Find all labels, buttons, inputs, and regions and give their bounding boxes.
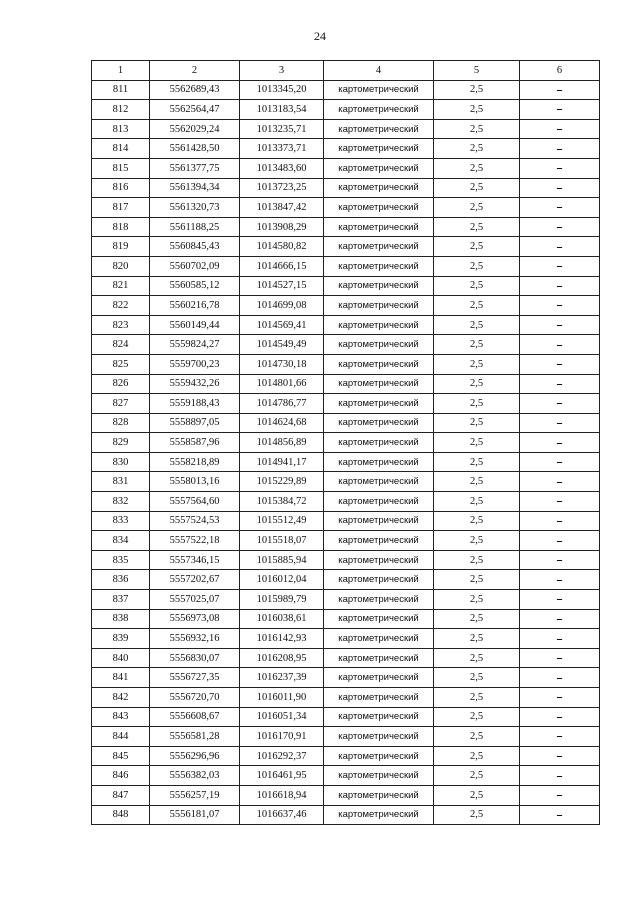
y-coordinate-cell: 1013235,71 xyxy=(240,119,324,139)
y-coordinate-cell: 1013723,25 xyxy=(240,178,324,198)
y-coordinate-cell: 1014730,18 xyxy=(240,354,324,374)
table-row xyxy=(92,511,600,531)
table-header-row xyxy=(92,61,600,81)
y-coordinate-cell: 1014699,08 xyxy=(240,296,324,316)
y-coordinate-cell: 1016011,90 xyxy=(240,688,324,708)
table-row xyxy=(92,668,600,688)
column-header-3: 3 xyxy=(240,61,324,81)
x-coordinate-cell: 5556296,96 xyxy=(150,746,240,766)
accuracy-cell: 2,5 xyxy=(434,315,520,335)
method-cell: картометрический xyxy=(324,158,434,178)
table-row xyxy=(92,648,600,668)
y-coordinate-cell: 1014569,41 xyxy=(240,315,324,335)
column-header-5: 5 xyxy=(434,61,520,81)
x-coordinate-cell: 5560585,12 xyxy=(150,276,240,296)
method-cell: картометрический xyxy=(324,785,434,805)
table-row xyxy=(92,492,600,512)
table-row xyxy=(92,354,600,374)
point-number-cell: 811 xyxy=(92,80,150,100)
x-coordinate-cell: 5562029,24 xyxy=(150,119,240,139)
x-coordinate-cell: 5556382,03 xyxy=(150,766,240,786)
table-row xyxy=(92,158,600,178)
y-coordinate-cell: 1013183,54 xyxy=(240,100,324,120)
y-coordinate-cell: 1013847,42 xyxy=(240,198,324,218)
table-row xyxy=(92,296,600,316)
table-row xyxy=(92,198,600,218)
point-number-cell: 848 xyxy=(92,805,150,825)
description-cell: – xyxy=(520,354,600,374)
method-cell: картометрический xyxy=(324,198,434,218)
accuracy-cell: 2,5 xyxy=(434,80,520,100)
accuracy-cell: 2,5 xyxy=(434,354,520,374)
accuracy-cell: 2,5 xyxy=(434,100,520,120)
point-number-cell: 828 xyxy=(92,413,150,433)
y-coordinate-cell: 1016292,37 xyxy=(240,746,324,766)
accuracy-cell: 2,5 xyxy=(434,727,520,747)
point-number-cell: 847 xyxy=(92,785,150,805)
method-cell: картометрический xyxy=(324,276,434,296)
x-coordinate-cell: 5557025,07 xyxy=(150,590,240,610)
x-coordinate-cell: 5557346,15 xyxy=(150,550,240,570)
method-cell: картометрический xyxy=(324,80,434,100)
method-cell: картометрический xyxy=(324,139,434,159)
accuracy-cell: 2,5 xyxy=(434,570,520,590)
y-coordinate-cell: 1013373,71 xyxy=(240,139,324,159)
point-number-cell: 823 xyxy=(92,315,150,335)
table-row xyxy=(92,550,600,570)
point-number-cell: 841 xyxy=(92,668,150,688)
description-cell: – xyxy=(520,119,600,139)
table-row xyxy=(92,452,600,472)
accuracy-cell: 2,5 xyxy=(434,805,520,825)
accuracy-cell: 2,5 xyxy=(434,629,520,649)
table-row xyxy=(92,413,600,433)
description-cell: – xyxy=(520,315,600,335)
accuracy-cell: 2,5 xyxy=(434,158,520,178)
accuracy-cell: 2,5 xyxy=(434,237,520,257)
description-cell: – xyxy=(520,511,600,531)
description-cell: – xyxy=(520,413,600,433)
accuracy-cell: 2,5 xyxy=(434,550,520,570)
accuracy-cell: 2,5 xyxy=(434,198,520,218)
x-coordinate-cell: 5556581,28 xyxy=(150,727,240,747)
y-coordinate-cell: 1015512,49 xyxy=(240,511,324,531)
accuracy-cell: 2,5 xyxy=(434,472,520,492)
point-number-cell: 820 xyxy=(92,256,150,276)
y-coordinate-cell: 1013345,20 xyxy=(240,80,324,100)
description-cell: – xyxy=(520,237,600,257)
description-cell: – xyxy=(520,531,600,551)
description-cell: – xyxy=(520,472,600,492)
y-coordinate-cell: 1015989,79 xyxy=(240,590,324,610)
x-coordinate-cell: 5558587,96 xyxy=(150,433,240,453)
table-row xyxy=(92,805,600,825)
accuracy-cell: 2,5 xyxy=(434,139,520,159)
method-cell: картометрический xyxy=(324,354,434,374)
method-cell: картометрический xyxy=(324,629,434,649)
point-number-cell: 846 xyxy=(92,766,150,786)
description-cell: – xyxy=(520,668,600,688)
method-cell: картометрический xyxy=(324,237,434,257)
point-number-cell: 825 xyxy=(92,354,150,374)
y-coordinate-cell: 1016461,95 xyxy=(240,766,324,786)
y-coordinate-cell: 1016618,94 xyxy=(240,785,324,805)
coordinates-table xyxy=(91,60,600,825)
point-number-cell: 839 xyxy=(92,629,150,649)
x-coordinate-cell: 5559700,23 xyxy=(150,354,240,374)
accuracy-cell: 2,5 xyxy=(434,374,520,394)
x-coordinate-cell: 5559824,27 xyxy=(150,335,240,355)
table-row xyxy=(92,570,600,590)
y-coordinate-cell: 1014549,49 xyxy=(240,335,324,355)
description-cell: – xyxy=(520,805,600,825)
table-row xyxy=(92,590,600,610)
method-cell: картометрический xyxy=(324,452,434,472)
accuracy-cell: 2,5 xyxy=(434,452,520,472)
x-coordinate-cell: 5562689,43 xyxy=(150,80,240,100)
x-coordinate-cell: 5562564,47 xyxy=(150,100,240,120)
method-cell: картометрический xyxy=(324,413,434,433)
point-number-cell: 844 xyxy=(92,727,150,747)
point-number-cell: 833 xyxy=(92,511,150,531)
description-cell: – xyxy=(520,394,600,414)
x-coordinate-cell: 5556257,19 xyxy=(150,785,240,805)
method-cell: картометрический xyxy=(324,766,434,786)
x-coordinate-cell: 5559432,26 xyxy=(150,374,240,394)
table-row xyxy=(92,707,600,727)
method-cell: картометрический xyxy=(324,119,434,139)
table-row xyxy=(92,139,600,159)
description-cell: – xyxy=(520,766,600,786)
method-cell: картометрический xyxy=(324,609,434,629)
table-row xyxy=(92,217,600,237)
accuracy-cell: 2,5 xyxy=(434,688,520,708)
point-number-cell: 826 xyxy=(92,374,150,394)
y-coordinate-cell: 1016237,39 xyxy=(240,668,324,688)
table-row xyxy=(92,276,600,296)
method-cell: картометрический xyxy=(324,590,434,610)
description-cell: – xyxy=(520,80,600,100)
table-body xyxy=(92,80,600,825)
point-number-cell: 819 xyxy=(92,237,150,257)
description-cell: – xyxy=(520,374,600,394)
accuracy-cell: 2,5 xyxy=(434,217,520,237)
x-coordinate-cell: 5561394,34 xyxy=(150,178,240,198)
point-number-cell: 843 xyxy=(92,707,150,727)
accuracy-cell: 2,5 xyxy=(434,746,520,766)
method-cell: картометрический xyxy=(324,100,434,120)
description-cell: – xyxy=(520,433,600,453)
description-cell: – xyxy=(520,158,600,178)
description-cell: – xyxy=(520,629,600,649)
point-number-cell: 832 xyxy=(92,492,150,512)
method-cell: картометрический xyxy=(324,668,434,688)
point-number-cell: 822 xyxy=(92,296,150,316)
method-cell: картометрический xyxy=(324,217,434,237)
x-coordinate-cell: 5560845,43 xyxy=(150,237,240,257)
y-coordinate-cell: 1014527,15 xyxy=(240,276,324,296)
y-coordinate-cell: 1016012,04 xyxy=(240,570,324,590)
method-cell: картометрический xyxy=(324,256,434,276)
accuracy-cell: 2,5 xyxy=(434,276,520,296)
description-cell: – xyxy=(520,550,600,570)
y-coordinate-cell: 1015384,72 xyxy=(240,492,324,512)
table-row xyxy=(92,374,600,394)
point-number-cell: 836 xyxy=(92,570,150,590)
y-coordinate-cell: 1014801,66 xyxy=(240,374,324,394)
point-number-cell: 824 xyxy=(92,335,150,355)
point-number-cell: 816 xyxy=(92,178,150,198)
accuracy-cell: 2,5 xyxy=(434,609,520,629)
table-row xyxy=(92,629,600,649)
method-cell: картометрический xyxy=(324,805,434,825)
method-cell: картометрический xyxy=(324,394,434,414)
x-coordinate-cell: 5561377,75 xyxy=(150,158,240,178)
table-row xyxy=(92,256,600,276)
x-coordinate-cell: 5559188,43 xyxy=(150,394,240,414)
method-cell: картометрический xyxy=(324,511,434,531)
method-cell: картометрический xyxy=(324,707,434,727)
method-cell: картометрический xyxy=(324,492,434,512)
table-row xyxy=(92,433,600,453)
point-number-cell: 813 xyxy=(92,119,150,139)
point-number-cell: 838 xyxy=(92,609,150,629)
point-number-cell: 840 xyxy=(92,648,150,668)
y-coordinate-cell: 1016038,61 xyxy=(240,609,324,629)
description-cell: – xyxy=(520,609,600,629)
column-header-2: 2 xyxy=(150,61,240,81)
point-number-cell: 830 xyxy=(92,452,150,472)
x-coordinate-cell: 5557524,53 xyxy=(150,511,240,531)
method-cell: картометрический xyxy=(324,531,434,551)
point-number-cell: 812 xyxy=(92,100,150,120)
description-cell: – xyxy=(520,492,600,512)
x-coordinate-cell: 5560702,09 xyxy=(150,256,240,276)
x-coordinate-cell: 5561428,50 xyxy=(150,139,240,159)
method-cell: картометрический xyxy=(324,648,434,668)
point-number-cell: 817 xyxy=(92,198,150,218)
table-row xyxy=(92,531,600,551)
point-number-cell: 821 xyxy=(92,276,150,296)
description-cell: – xyxy=(520,648,600,668)
accuracy-cell: 2,5 xyxy=(434,785,520,805)
description-cell: – xyxy=(520,335,600,355)
accuracy-cell: 2,5 xyxy=(434,256,520,276)
table-row xyxy=(92,80,600,100)
y-coordinate-cell: 1014624,68 xyxy=(240,413,324,433)
table-row xyxy=(92,100,600,120)
table-row xyxy=(92,178,600,198)
accuracy-cell: 2,5 xyxy=(434,707,520,727)
y-coordinate-cell: 1014941,17 xyxy=(240,452,324,472)
y-coordinate-cell: 1016208,95 xyxy=(240,648,324,668)
method-cell: картометрический xyxy=(324,433,434,453)
table-row xyxy=(92,609,600,629)
table-row xyxy=(92,785,600,805)
table-row xyxy=(92,315,600,335)
table-row xyxy=(92,688,600,708)
accuracy-cell: 2,5 xyxy=(434,766,520,786)
point-number-cell: 834 xyxy=(92,531,150,551)
x-coordinate-cell: 5556727,35 xyxy=(150,668,240,688)
description-cell: – xyxy=(520,276,600,296)
x-coordinate-cell: 5560149,44 xyxy=(150,315,240,335)
description-cell: – xyxy=(520,100,600,120)
table-row xyxy=(92,335,600,355)
x-coordinate-cell: 5558218,89 xyxy=(150,452,240,472)
description-cell: – xyxy=(520,256,600,276)
accuracy-cell: 2,5 xyxy=(434,296,520,316)
description-cell: – xyxy=(520,590,600,610)
column-header-6: 6 xyxy=(520,61,600,81)
y-coordinate-cell: 1015885,94 xyxy=(240,550,324,570)
x-coordinate-cell: 5561320,73 xyxy=(150,198,240,218)
y-coordinate-cell: 1014580,82 xyxy=(240,237,324,257)
y-coordinate-cell: 1013908,29 xyxy=(240,217,324,237)
method-cell: картометрический xyxy=(324,335,434,355)
y-coordinate-cell: 1013483,60 xyxy=(240,158,324,178)
description-cell: – xyxy=(520,746,600,766)
x-coordinate-cell: 5557522,18 xyxy=(150,531,240,551)
x-coordinate-cell: 5558897,05 xyxy=(150,413,240,433)
x-coordinate-cell: 5557564,60 xyxy=(150,492,240,512)
y-coordinate-cell: 1016170,91 xyxy=(240,727,324,747)
y-coordinate-cell: 1014666,15 xyxy=(240,256,324,276)
y-coordinate-cell: 1015229,89 xyxy=(240,472,324,492)
point-number-cell: 818 xyxy=(92,217,150,237)
method-cell: картометрический xyxy=(324,570,434,590)
accuracy-cell: 2,5 xyxy=(434,433,520,453)
method-cell: картометрический xyxy=(324,550,434,570)
description-cell: – xyxy=(520,688,600,708)
y-coordinate-cell: 1016051,34 xyxy=(240,707,324,727)
method-cell: картометрический xyxy=(324,746,434,766)
description-cell: – xyxy=(520,217,600,237)
description-cell: – xyxy=(520,178,600,198)
x-coordinate-cell: 5557202,67 xyxy=(150,570,240,590)
table-row xyxy=(92,766,600,786)
point-number-cell: 842 xyxy=(92,688,150,708)
accuracy-cell: 2,5 xyxy=(434,511,520,531)
method-cell: картометрический xyxy=(324,178,434,198)
description-cell: – xyxy=(520,570,600,590)
point-number-cell: 814 xyxy=(92,139,150,159)
accuracy-cell: 2,5 xyxy=(434,413,520,433)
accuracy-cell: 2,5 xyxy=(434,119,520,139)
description-cell: – xyxy=(520,727,600,747)
x-coordinate-cell: 5556973,08 xyxy=(150,609,240,629)
accuracy-cell: 2,5 xyxy=(434,648,520,668)
accuracy-cell: 2,5 xyxy=(434,394,520,414)
column-header-1: 1 xyxy=(92,61,150,81)
method-cell: картометрический xyxy=(324,727,434,747)
y-coordinate-cell: 1016637,46 xyxy=(240,805,324,825)
accuracy-cell: 2,5 xyxy=(434,335,520,355)
column-header-4: 4 xyxy=(324,61,434,81)
x-coordinate-cell: 5556932,16 xyxy=(150,629,240,649)
table-row xyxy=(92,394,600,414)
description-cell: – xyxy=(520,198,600,218)
page-number: 24 xyxy=(314,29,326,43)
description-cell: – xyxy=(520,452,600,472)
accuracy-cell: 2,5 xyxy=(434,178,520,198)
method-cell: картометрический xyxy=(324,688,434,708)
method-cell: картометрический xyxy=(324,315,434,335)
point-number-cell: 829 xyxy=(92,433,150,453)
point-number-cell: 835 xyxy=(92,550,150,570)
description-cell: – xyxy=(520,139,600,159)
x-coordinate-cell: 5558013,16 xyxy=(150,472,240,492)
description-cell: – xyxy=(520,707,600,727)
description-cell: – xyxy=(520,296,600,316)
y-coordinate-cell: 1014786,77 xyxy=(240,394,324,414)
point-number-cell: 831 xyxy=(92,472,150,492)
x-coordinate-cell: 5556181,07 xyxy=(150,805,240,825)
table-row xyxy=(92,119,600,139)
x-coordinate-cell: 5561188,25 xyxy=(150,217,240,237)
accuracy-cell: 2,5 xyxy=(434,492,520,512)
accuracy-cell: 2,5 xyxy=(434,531,520,551)
y-coordinate-cell: 1015518,07 xyxy=(240,531,324,551)
y-coordinate-cell: 1016142,93 xyxy=(240,629,324,649)
method-cell: картометрический xyxy=(324,374,434,394)
method-cell: картометрический xyxy=(324,296,434,316)
table-row xyxy=(92,746,600,766)
x-coordinate-cell: 5560216,78 xyxy=(150,296,240,316)
table-row xyxy=(92,727,600,747)
x-coordinate-cell: 5556608,67 xyxy=(150,707,240,727)
point-number-cell: 837 xyxy=(92,590,150,610)
table-row xyxy=(92,472,600,492)
point-number-cell: 827 xyxy=(92,394,150,414)
method-cell: картометрический xyxy=(324,472,434,492)
point-number-cell: 815 xyxy=(92,158,150,178)
point-number-cell: 845 xyxy=(92,746,150,766)
x-coordinate-cell: 5556830,07 xyxy=(150,648,240,668)
x-coordinate-cell: 5556720,70 xyxy=(150,688,240,708)
y-coordinate-cell: 1014856,89 xyxy=(240,433,324,453)
description-cell: – xyxy=(520,785,600,805)
table-row xyxy=(92,237,600,257)
accuracy-cell: 2,5 xyxy=(434,590,520,610)
accuracy-cell: 2,5 xyxy=(434,668,520,688)
